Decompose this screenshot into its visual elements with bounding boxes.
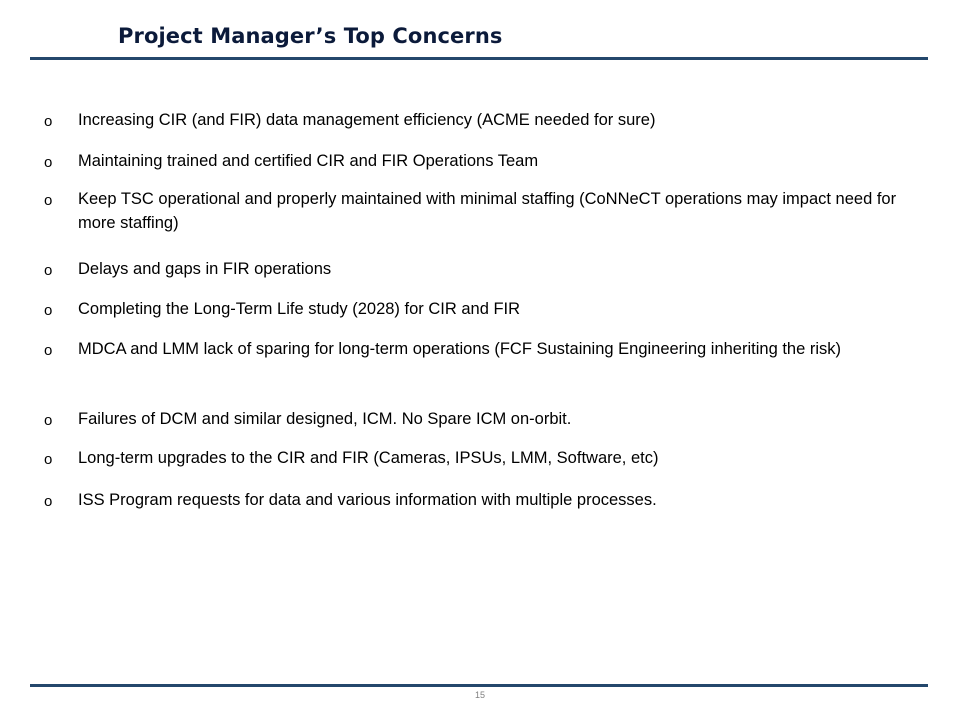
list-item	[44, 108, 914, 134]
list-item-text: Maintaining trained and certified CIR and FIR Operations Team	[78, 152, 539, 170]
list-item	[44, 488, 914, 514]
list-item-text: Completing the Long-Term Life study (2028) for CIR and FIR	[78, 300, 521, 318]
list-item-text: Long-term upgrades to the CIR and FIR (Cameras, IPSUs, LMM, Software, etc)	[78, 449, 659, 467]
list-item-text: ISS Program requests for data and various information with multiple processes.	[78, 491, 657, 509]
list-item	[44, 446, 914, 472]
list-item-text: Increasing CIR (and FIR) data management efficiency (ACME needed for sure)	[78, 111, 656, 129]
list-item	[44, 187, 914, 235]
header-divider	[30, 57, 928, 60]
list-item-text: Delays and gaps in FIR operations	[78, 260, 332, 278]
page-number: 15	[474, 690, 485, 700]
list-item	[44, 149, 914, 175]
bullet-marker: o	[44, 113, 53, 130]
footer-divider	[30, 684, 928, 687]
bullet-marker: o	[44, 262, 53, 279]
list-item	[44, 297, 914, 323]
list-item-text: Keep TSC operational and properly maintained with minimal staffing (CoNNeCT operations may impact need for more staffing)	[78, 190, 897, 232]
bullet-marker: o	[44, 412, 53, 429]
bullet-marker: o	[44, 302, 53, 319]
list-item	[44, 407, 914, 433]
bullet-marker: o	[44, 192, 53, 209]
bullet-marker: o	[44, 342, 53, 359]
list-item-text: MDCA and LMM lack of sparing for long-term operations (FCF Sustaining Engineering inheriting the risk)	[78, 340, 842, 358]
bullet-marker: o	[44, 493, 53, 510]
slide-title: Project Manager’s Top Concerns	[118, 24, 503, 48]
bullet-marker: o	[44, 451, 53, 468]
list-item-text: Failures of DCM and similar designed, ICM. No Spare ICM on-orbit.	[78, 410, 572, 428]
bullet-marker: o	[44, 154, 53, 171]
list-item	[44, 337, 914, 363]
list-item	[44, 257, 914, 283]
